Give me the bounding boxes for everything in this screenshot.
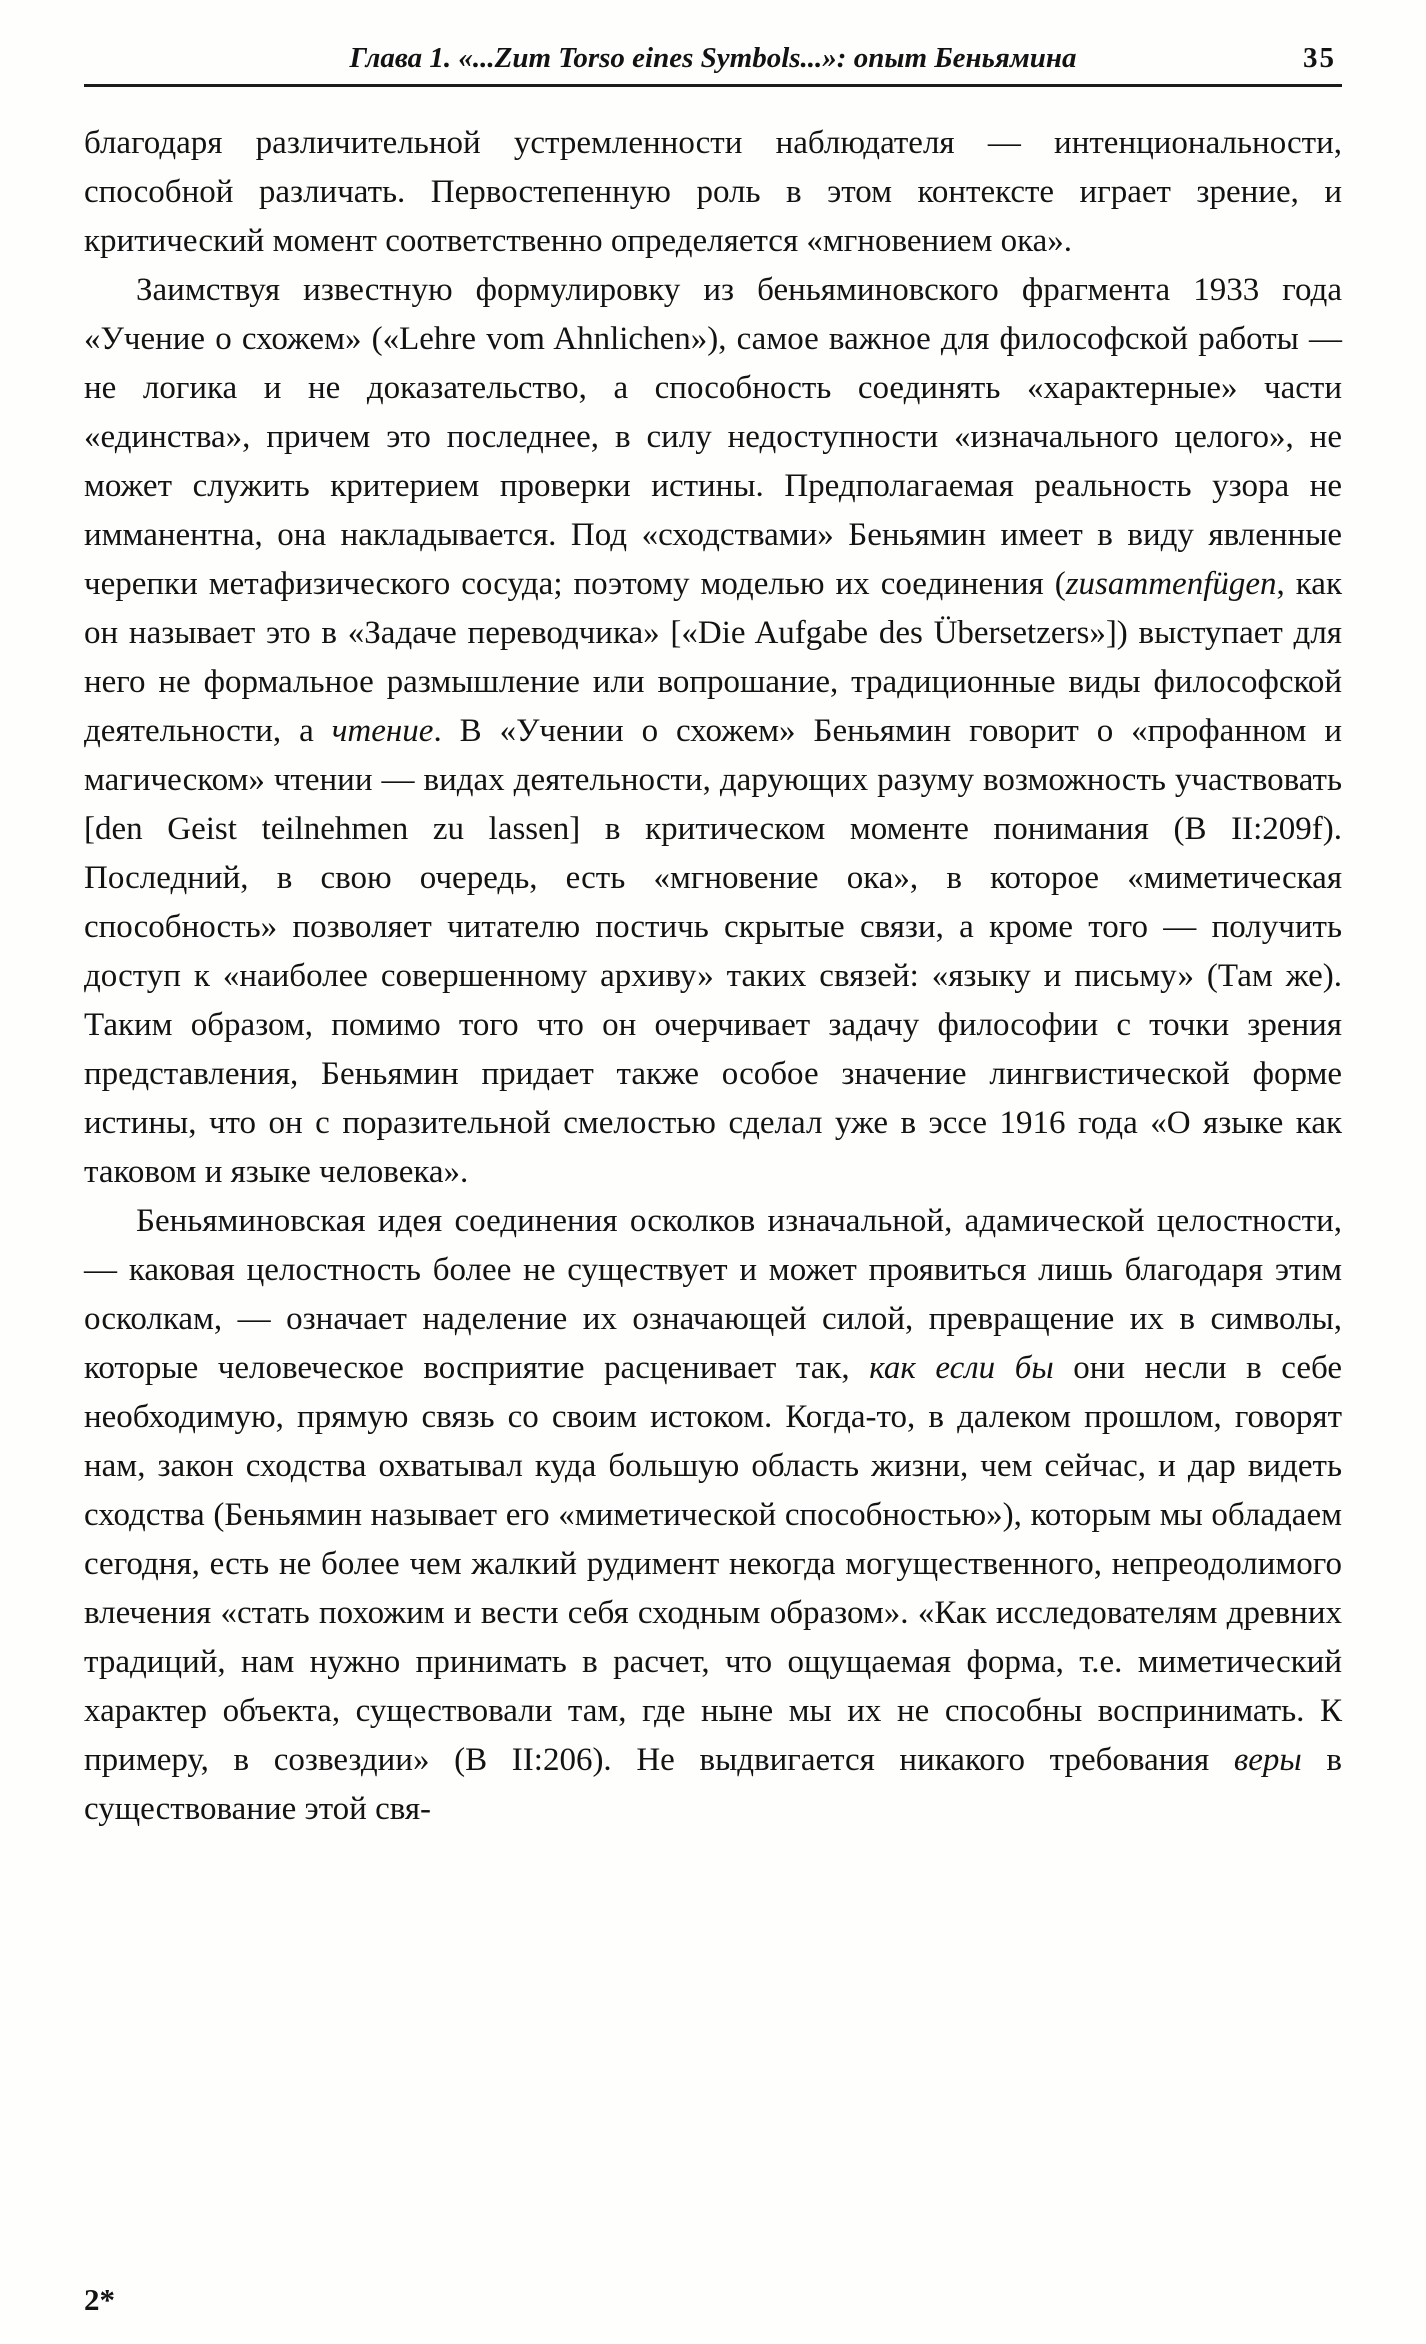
paragraph [84,266,1342,1197]
text-run-italic: чтение [331,713,434,749]
paragraph [84,119,1342,266]
running-title: Глава 1. «...Zum Torso eines Symbols...»: опыт Беньямина [349,42,1077,74]
running-head-line [84,40,1342,76]
text-run: в существование этой свя- [84,1742,1342,1827]
text-run-italic: как если бы [869,1350,1054,1386]
text-run-italic: zusammenfügen [1065,566,1277,602]
text-run: Заимствуя известную формулировку из беньяминовского фрагмента 1933 года «Учение о схожем» («Lehre vom Ahnlichen»), самое важное для философской работы — не логика и не доказательство, а способность соединять «характерные» части «единства», причем это последнее, в силу недоступности «изначального целого», не может служить критерием проверки истины. Предполагаемая реальность узора не имманентна, она накладывается. Под «сходствами» Беньямин имеет в виду явленные черепки метафизического сосуда; поэтому моделью их соединения ( [84,272,1342,602]
header-rule [84,84,1342,87]
text-run: . В «Учении о схожем» Беньямин говорит о «профанном и магическом» чтении — видах деятельности, дарующих разуму возможность участвовать [den Geist teilnehmen zu lassen] в критическом моменте понимания (B II:209f). Последний, в свою очередь, есть «мгновение ока», в которое «миметическая способность» позволяет читателю постичь скрытые связи, а кроме того — получить доступ к «наиболее совершенному архиву» таких связей: «языку и письму» (Там же). Таким образом, помимо того что он очерчивает задачу философии с точки зрения представления, Беньямин придает также особое значение лингвистической форме истины, что он с поразительной смелостью сделал уже в эссе 1916 года «О языке как таковом и языке человека». [84,713,1343,1190]
text-run: , как он называет это в «Задаче переводчика» [«Die Aufgabe des Übersetzers»]) выступает для него не формальное размышление или вопрошание, традиционные виды философской деятельности, а [84,566,1342,749]
text-run: они несли в себе необходимую, прямую связь со своим истоком. Когда-то, в далеком прошлом, говорят нам, закон сходства охватывал куда большую область жизни, чем сейчас, и дар видеть сходства (Беньямин называет его «миметической способностью»), которым мы обладаем сегодня, есть не более чем жалкий рудимент некогда могущественного, непреодолимого влечения «стать похожим и вести себя сходным образом». «Как исследователям древних традиций, нам нужно принимать в расчет, что ощущаемая форма, т.е. миметический характер объекта, существовали там, где ныне мы их не способны воспринимать. К примеру, в созвездии» (B II:206). Не выдвигается никакого требования [84,1350,1342,1778]
page-header [84,40,1342,87]
paragraph [84,1197,1342,1834]
page-body [84,119,1342,1834]
page-footer [84,2282,115,2318]
text-run: Беньяминовская идея соединения осколков изначальной, адамической целостности, — каковая целостность более не существует и может проявиться лишь благодаря этим осколкам, — означает наделение их означающей силой, превращение их в символы, которые человеческое восприятие расценивает так, [84,1203,1342,1386]
signature-mark: 2* [84,2282,115,2317]
text-run-italic: веры [1233,1742,1302,1778]
page-number: 35 [1303,42,1336,74]
text-run: благодаря различительной устремленности наблюдателя — интенциональности, способной различать. Первостепенную роль в этом контексте играет зрение, и критический момент соответственно определяется «мгновением ока». [84,125,1342,259]
